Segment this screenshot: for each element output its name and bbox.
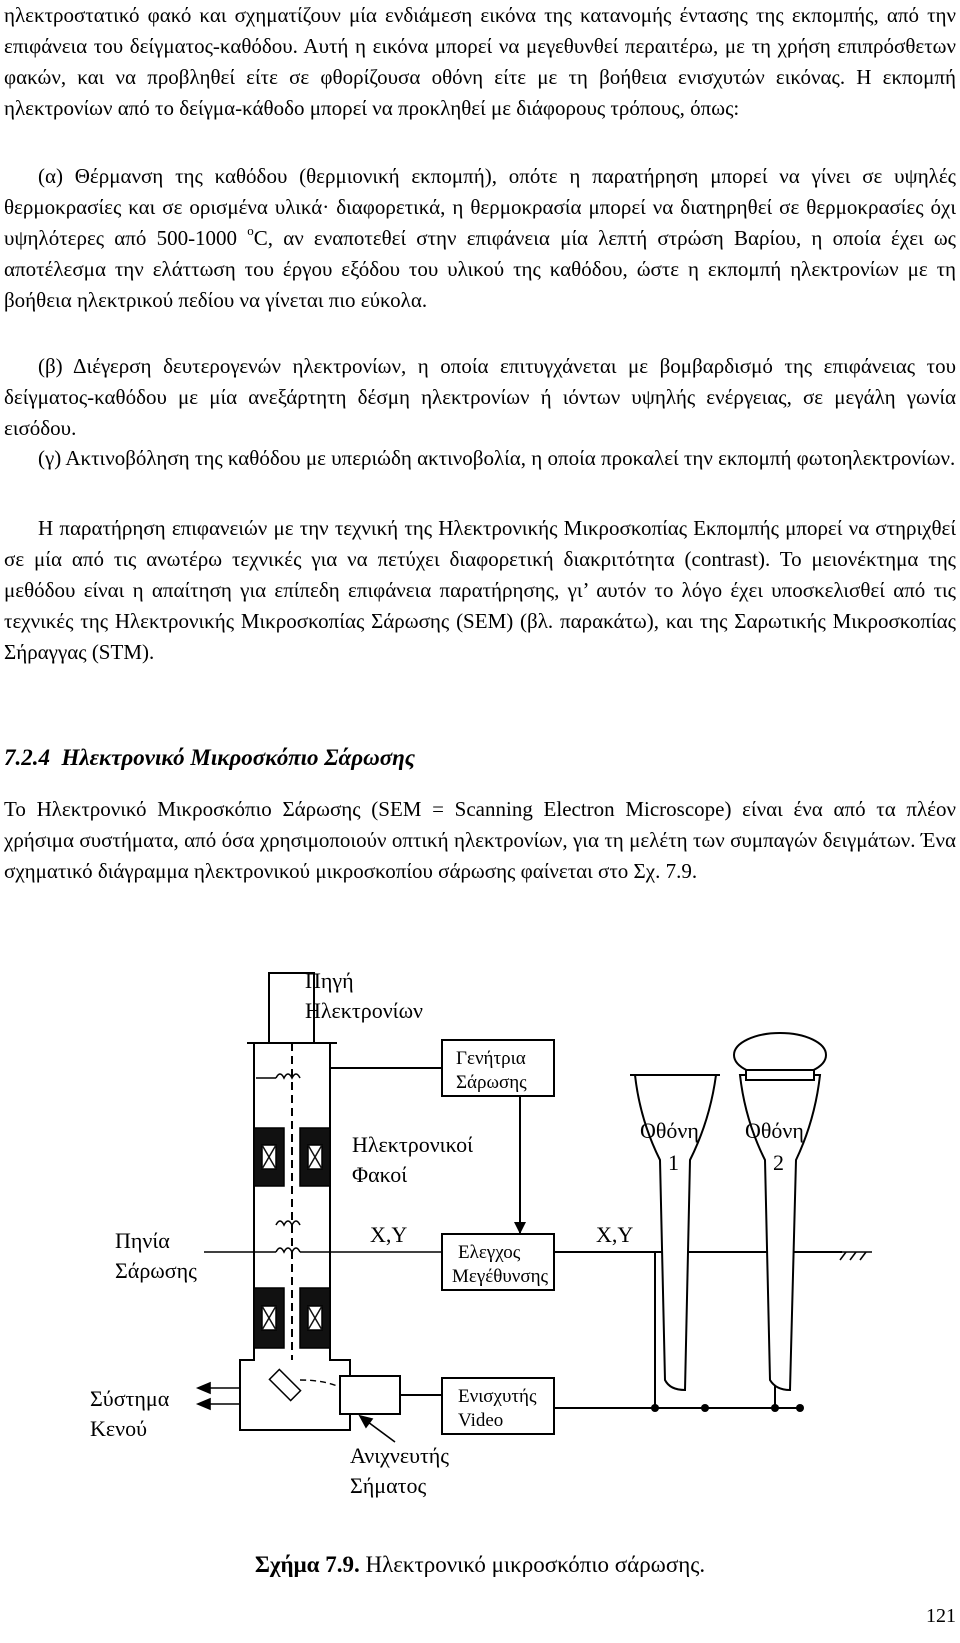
label-screen-1-line1: Οθόνη: [640, 1118, 699, 1143]
sem-diagram: [0, 960, 960, 1520]
section-number: 7.2.4: [4, 745, 50, 770]
paragraph-item-b: (β) Διέγερση δευτερογενών ηλεκτρονίων, η οποία επιτυγχάνεται με βομβαρδισμό της επιφάνειας του δείγματος-καθόδου με μία ανεξάρτητη δέσμη ηλεκτρονίων ή ιόντων υψηλής ενέργειας, σε μεγάλη γωνία εισόδου.: [4, 354, 956, 440]
specimen-holder: [269, 1369, 300, 1400]
screen-2: [734, 1033, 826, 1390]
ground-symbol-right: [840, 1252, 872, 1260]
label-screen-2-line2: 2: [773, 1150, 784, 1175]
paragraph-intro: ηλεκτροστατικό φακό και σχηματίζουν μία ενδιάμεση εικόνα της κατανομής έντασης της εκπομπής, από την επιφάνεια του δείγματος-καθόδου. Αυτή η εικόνα μπορεί να μεγεθυνθεί περαιτέρω, με τη χρήση επιπρόσθετων φακών, και να προβληθεί είτε σε φθορίζουσα οθόνη είτε με τη βοήθεια ενισχυτών εικόνας. Η εκπομπή ηλεκτρονίων από το δείγμα-κάθοδο μπορεί να προκληθεί με διάφορους τρόπους, όπως:: [4, 3, 956, 120]
detector-pointer: [360, 1416, 395, 1442]
label-electron-source-1: Πηγή: [305, 968, 354, 993]
paragraph-sem-intro: Το Ηλεκτρονικό Μικροσκόπιο Σάρωσης (SEM = Scanning Electron Microscope) είναι ένα από τα πλέον χρήσιμα συστήματα, από όσα χρησιμοποιούν οπτική ηλεκτρονίων, για τη μελέτη των συμπαγών δειγμάτων. Ένα σχηματικό διάγραμμα ηλεκτρονικού μικροσκοπίου σάρωσης φαίνεται στο Σχ. 7.9.: [4, 797, 956, 883]
label-screen-2-line1: Οθόνη: [745, 1118, 804, 1143]
label-scan-generator-1: Γενήτρια: [456, 1048, 526, 1069]
label-xy-left: X,Y: [370, 1222, 408, 1247]
label-video-amplifier-2: Video: [458, 1410, 504, 1431]
paragraph-observation: Η παρατήρηση επιφανειών με την τεχνική της Ηλεκτρονικής Μικροσκοπίας Εκπομπής μπορεί να στηριχθεί σε μία από τις ανωτέρω τεχνικές για να πετύχει διαφορετική διακριτότητα (contrast). Το μειονέκτημα της μεθόδου είναι η απαίτηση για επίπεδη επιφάνεια παρατήρησης, γι’ αυτόν το λόγο έχει υποσκελισθεί από τις τεχνικές της Ηλεκτρονικής Μικροσκοπίας Σάρωσης (SEM) (βλ. παρακάτω), και της Σαρωτικής Μικροσκοπίας Σήραγγας (STM).: [4, 516, 956, 664]
section-title: Ηλεκτρονικό Μικροσκόπιο Σάρωσης: [61, 745, 415, 770]
label-video-amplifier-1: Ενισχυτής: [458, 1386, 537, 1407]
figure-caption-text: Ηλεκτρονικό μικροσκόπιο σάρωσης.: [359, 1552, 706, 1577]
label-scan-generator-2: Σάρωσης: [456, 1072, 527, 1093]
label-vacuum-1: Σύστημα: [90, 1386, 170, 1411]
paragraph-item-c: (γ) Ακτινοβόληση της καθόδου με υπεριώδη ακτινοβολία, η οποία προκαλεί την εκπομπή φωτοηλεκτρονίων.: [38, 446, 956, 470]
label-vacuum-2: Κενού: [90, 1416, 147, 1441]
column-body: [240, 1043, 350, 1430]
signal-arrow-down: [514, 1222, 526, 1234]
label-scan-coils-2: Σάρωσης: [115, 1258, 197, 1283]
item-a-text-2: C, αν εναποτεθεί στην επιφάνεια μία λεπτή στρώση Βαρίου, η οποία έχει ως αποτέλεσμα την ελάττωση του έργου εξόδου του υλικού της καθόδου, ώστε η εκπομπή ηλεκτρονίων με τη βοήθεια ηλεκτρικού πεδίου να γίνεται πιο εύκολα.: [4, 226, 956, 312]
vacuum-arrows: [198, 1383, 240, 1409]
section-heading: [4, 745, 415, 771]
signal-detector: [340, 1376, 400, 1414]
label-scan-coils-1: Πηνία: [115, 1228, 170, 1253]
label-magnification-2: Μεγέθυνσης: [452, 1266, 549, 1287]
degree-superscript: o: [247, 223, 254, 238]
page-number: 121: [926, 1605, 956, 1627]
label-magnification-1: Ελεγχος: [458, 1242, 521, 1263]
condenser-coil: [256, 1074, 300, 1078]
label-detector-2: Σήματος: [350, 1473, 427, 1498]
label-xy-right: X,Y: [596, 1222, 634, 1247]
figure-caption: [0, 1552, 960, 1578]
item-a-text-1: (α) Θέρμανση της καθόδου (θερμιονική εκπομπή), οπότε η παρατήρηση μπορεί να γίνει σε υψηλές θερμοκρασίες και σε ορισμένα υλικά· διαφορετικά, η θερμοκρασία μπορεί να διατηρηθεί σε θερμοκρασίες όχι υψηλότερες από 500-1000: [4, 164, 956, 250]
paragraph-item-a: [4, 161, 956, 316]
label-electron-source-2: Ηλεκτρονίων: [305, 998, 423, 1023]
label-lenses-2: Φακοί: [352, 1162, 408, 1187]
label-detector-1: Ανιχνευτής: [350, 1443, 450, 1468]
label-screen-1-line2: 1: [668, 1150, 679, 1175]
figure-caption-label: Σχήμα 7.9.: [254, 1552, 360, 1577]
label-lenses-1: Ηλεκτρονικοί: [352, 1132, 474, 1157]
